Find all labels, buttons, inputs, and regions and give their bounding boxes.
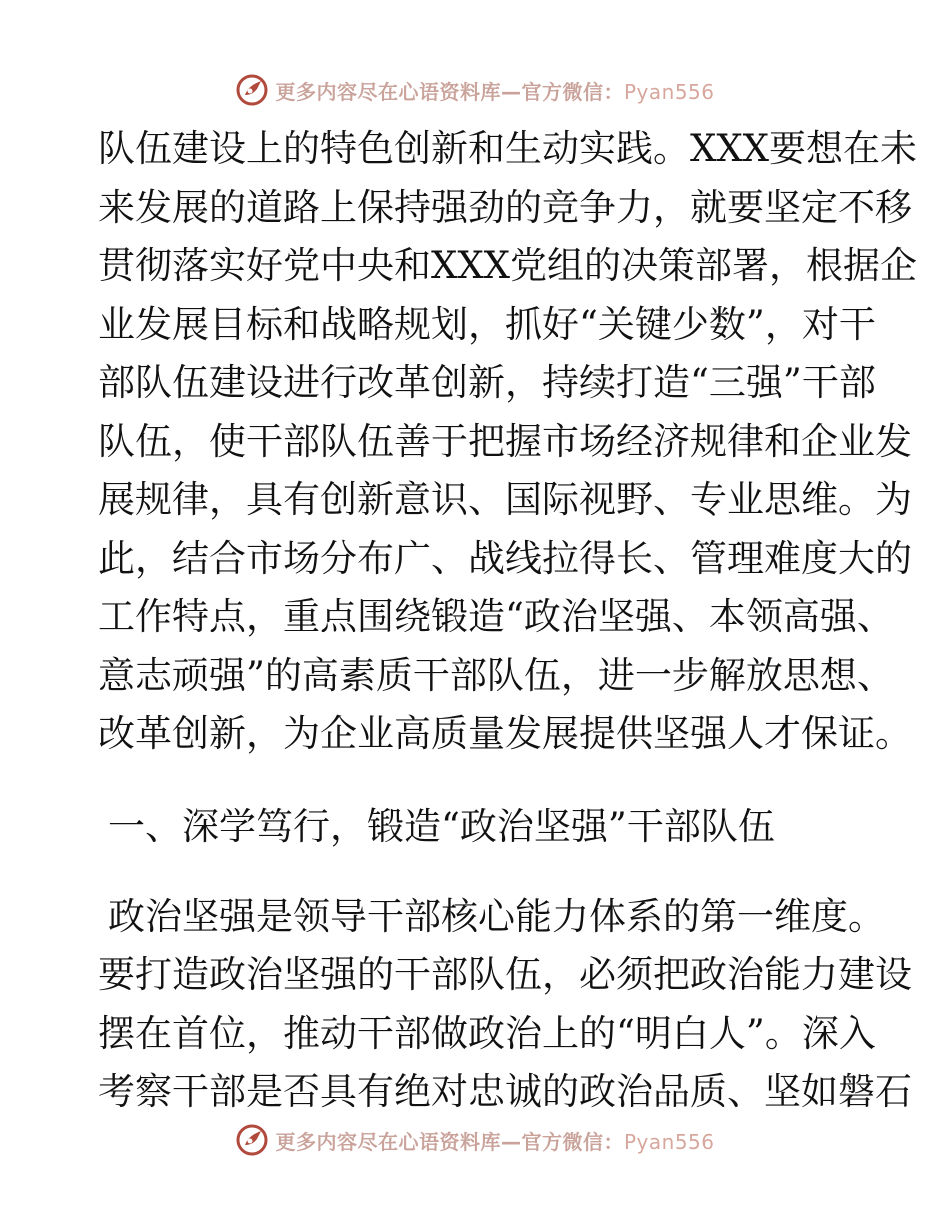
header-watermark	[0, 68, 950, 112]
text-line: 此，结合市场分布广、战线拉得长、管理难度大的	[98, 536, 912, 580]
text-line: 意志顽强”的高素质干部队伍，进一步解放思想、	[98, 653, 894, 697]
text-line: 改革创新，为企业高质量发展提供坚强人才保证。	[98, 712, 912, 755]
text-line: 来发展的道路上保持强劲的竞争力，就要坚定不移	[98, 185, 912, 229]
text-line: 考察干部是否具有绝对忠诚的政治品质、坚如磐石	[98, 1070, 912, 1113]
watermark-id: Pyan556	[623, 79, 715, 104]
text-line: 业发展目标和战略规划，抓好“关键少数”，对干	[98, 302, 876, 346]
document-body	[98, 120, 918, 1122]
text-line: 摆在首位，推动干部做政治上的“明白人”。深入	[98, 1011, 876, 1055]
watermark-text: 更多内容尽在心语资料库—官方微信：Pyan556	[275, 79, 715, 104]
text-line: 政治坚强是领导干部核心能力体系的第一维度。	[108, 894, 885, 938]
text-line: 队伍，使干部队伍善于把握市场经济规律和企业发	[98, 419, 912, 463]
brand-logo-icon	[235, 1123, 269, 1157]
text-line: 工作特点，重点围绕锻造“政治坚强、本领高强、	[98, 595, 894, 638]
text-line: 部队伍建设进行改革创新，持续打造“三强”干部	[98, 361, 876, 404]
text-line: 要打造政治坚强的干部队伍，必须把政治能力建设	[98, 953, 912, 996]
watermark-text: 更多内容尽在心语资料库—官方微信：Pyan556	[275, 1129, 715, 1154]
text-line: 队伍建设上的特色创新和生动实践。XXX要想在未	[98, 127, 918, 170]
paragraph-2	[98, 888, 912, 1122]
paragraph-1	[98, 120, 918, 764]
text-line: 展规律，具有创新意识、国际视野、专业思维。为	[98, 478, 912, 521]
section-heading: 一、深学笃行，锻造“政治坚强”干部队伍	[108, 804, 775, 848]
brand-logo-icon	[235, 73, 269, 107]
text-line: 贯彻落实好党中央和XXX党组的决策部署，根据企	[98, 244, 918, 287]
watermark-id: Pyan556	[623, 1129, 715, 1154]
footer-watermark	[0, 1118, 950, 1162]
